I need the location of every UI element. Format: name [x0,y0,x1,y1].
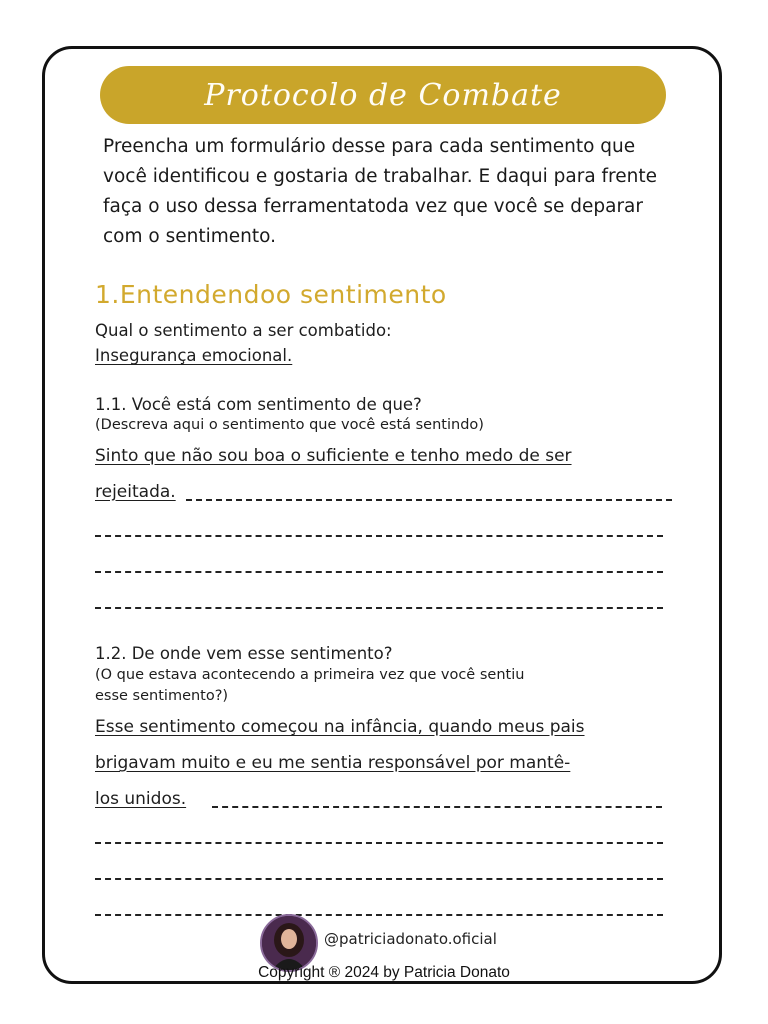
section-question: Qual o sentimento a ser combatido: [95,321,392,340]
q2-answer-line-3: los unidos. [95,789,187,809]
q2-fill-line-3 [95,878,663,880]
q2-fill-line-4 [95,914,663,916]
q2-fill-line-2 [95,842,663,844]
title-banner [100,66,666,124]
avatar-portrait-icon [262,916,316,970]
q2-hint-line-1: (O que estava acontecendo a primeira vez que você sentiu [95,667,525,683]
q2-hint-line-2: esse sentimento?) [95,688,229,704]
section-answer: Insegurança emocional. [95,346,293,365]
q1-fill-line-2 [95,535,663,537]
banner-title: Protocolo de Combate [204,77,562,113]
instagram-handle: @patriciadonato.oficial [324,930,497,948]
section-title: 1.Entendendoo sentimento [95,280,447,309]
q1-answer-line-1: Sinto que não sou boa o suficiente e tenho medo de ser [95,446,572,466]
q2-fill-line-1 [212,806,662,808]
copyright-notice: Copyright ® 2024 by Patricia Donato [258,964,510,981]
q1-fill-line-1 [186,499,672,501]
q2-answer-line-2: brigavam muito e eu me sentia responsável por mantê- [95,753,571,773]
q2-answer-line-1: Esse sentimento começou na infância, quando meus pais [95,717,585,737]
q1-title: 1.1. Você está com sentimento de que? [95,395,422,414]
q1-hint: (Descreva aqui o sentimento que você está sentindo) [95,417,484,433]
q2-title: 1.2. De onde vem esse sentimento? [95,644,393,663]
q1-fill-line-4 [95,607,663,609]
q1-fill-line-3 [95,571,663,573]
q1-answer-line-2: rejeitada. [95,482,176,502]
intro-paragraph: Preencha um formulário desse para cada sentimento que você identificou e gostaria de trabalhar. E daqui para frente faça o uso dessa ferramentatoda vez que você se deparar com o sentimento. [103,136,657,247]
